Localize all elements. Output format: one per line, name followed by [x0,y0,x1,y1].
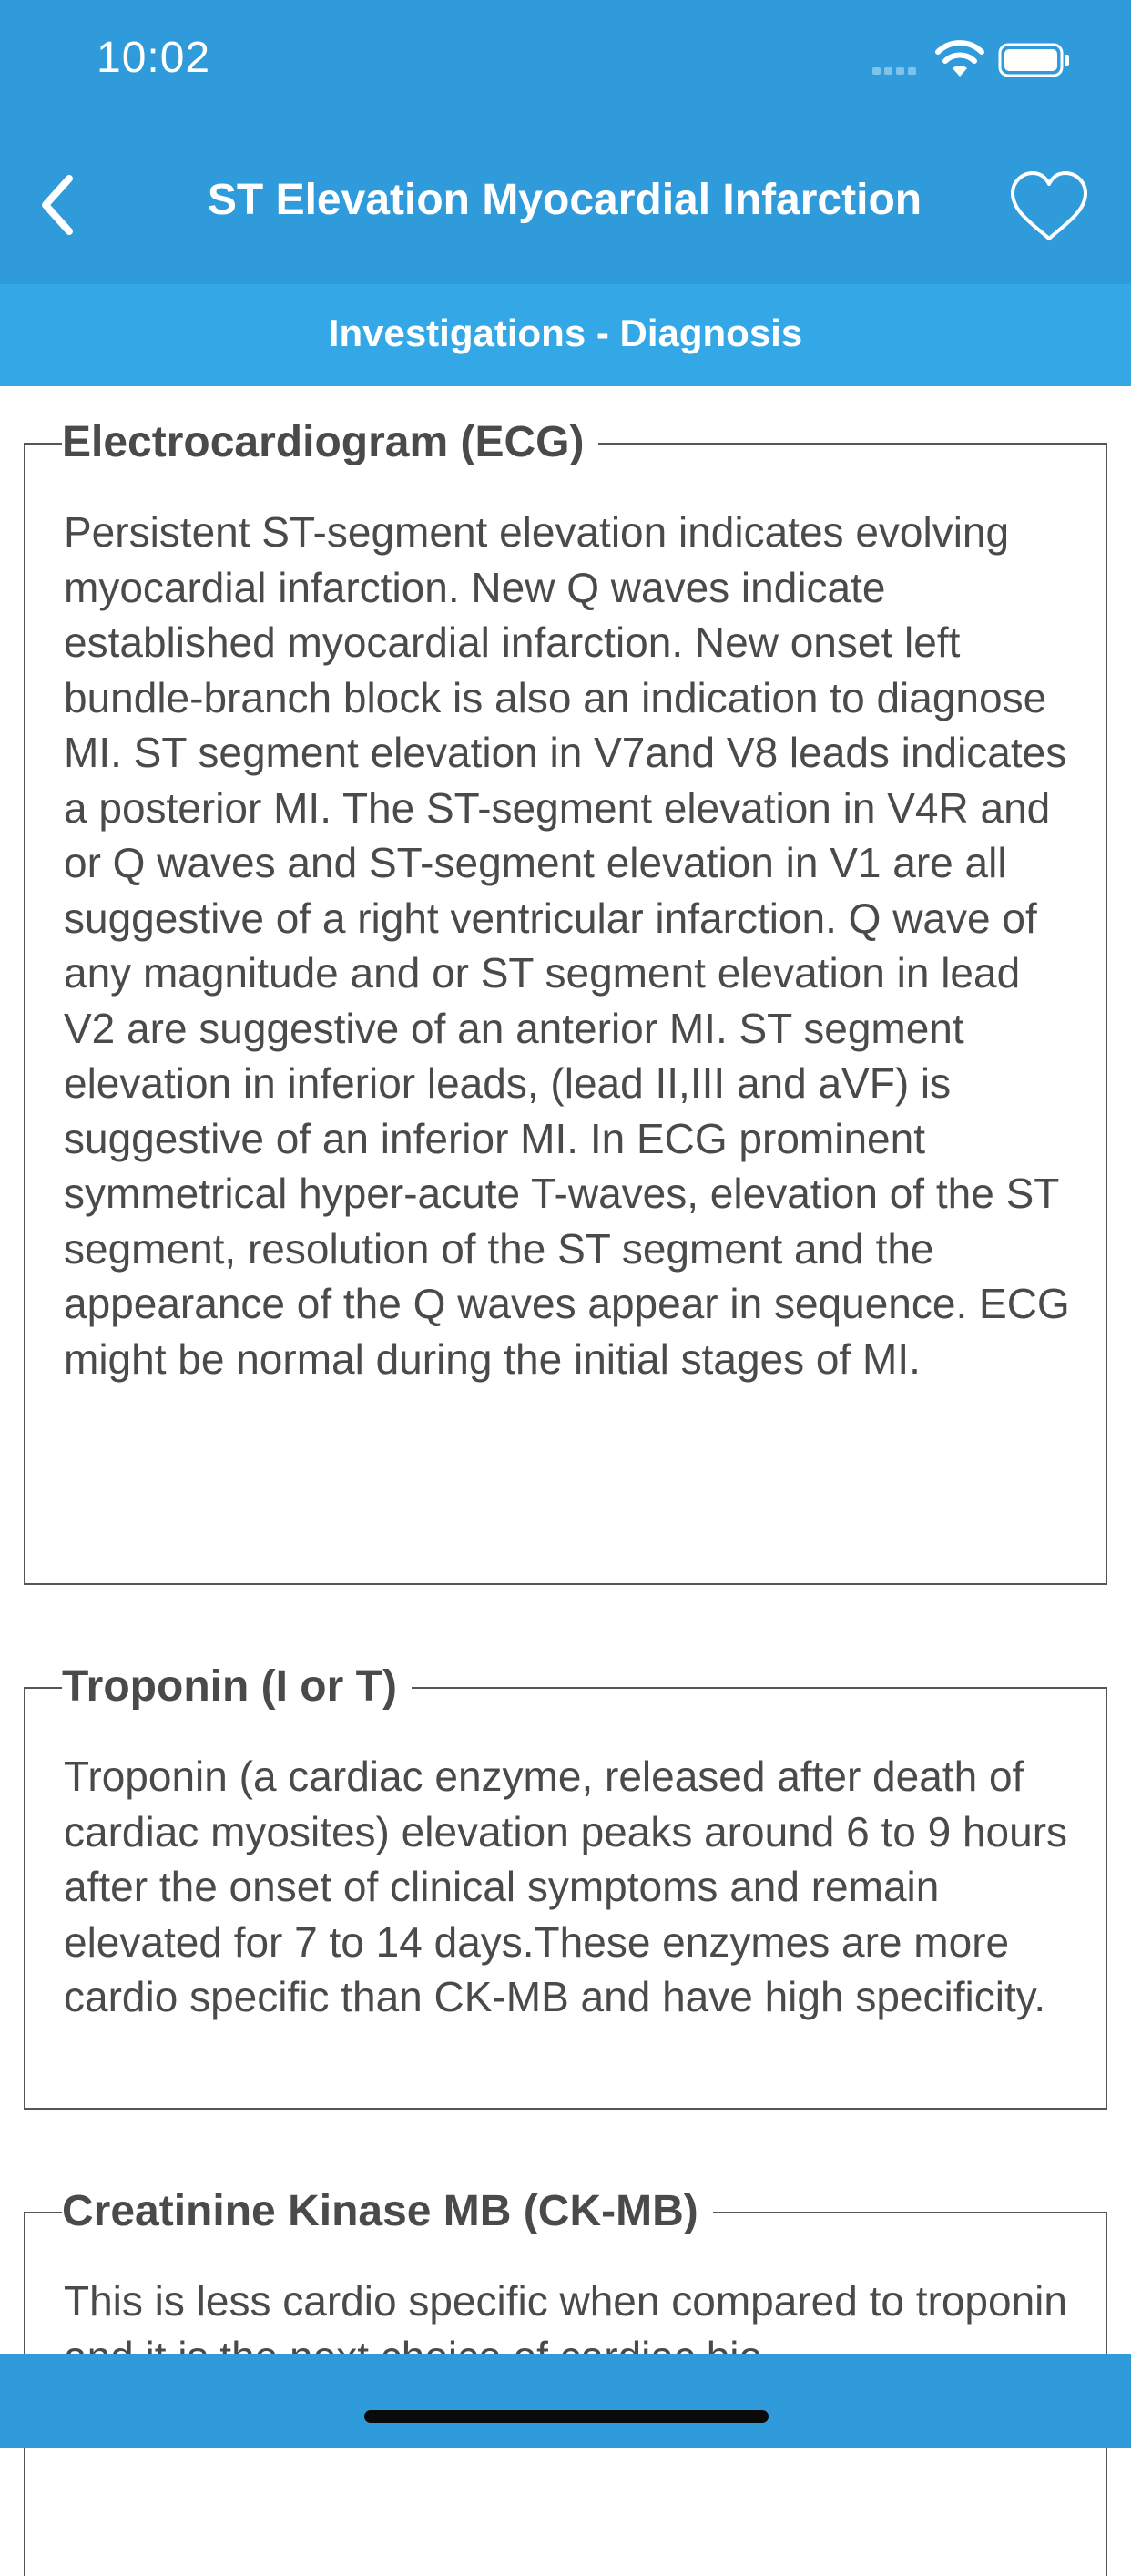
favorite-button[interactable] [1005,164,1093,251]
card-body: Troponin (a cardiac enzyme, released after death of cardiac myosites) elevation peaks around 6 to 9 hours after the onset of clinical symptoms and remain elevated for 7 to 14 days.These enzymes are more cardio specific than CK-MB and have high specificity. [64,1753,1068,2020]
card-body: Persistent ST-segment elevation indicates evolving myocardial infarction. New Q waves indicate established myocardial infarction. New onset left bundle-branch block is also an indication to diagnose MI. ST segment elevation in V7and V8 leads indicates a posterior MI. The ST-segment elevation in V4R and or Q waves and ST-segment elevation in V1 are all suggestive of a right ventricular infarction. Q wave of any magnitude and or ST segment elevation in lead V2 are suggestive of an anterior MI. ST segment elevation in inferior leads, (lead II,III and aVF) is suggestive of an inferior MI. In ECG prominent symmetrical hyper-acute T-waves, elevation of the ST segment, resolution of the ST segment and the appearance of the Q waves appear in sequence. ECG might be normal during the initial stages of MI. [64,508,1070,1383]
home-indicator[interactable] [364,2410,769,2423]
heart-outline-icon [1005,164,1093,251]
card-heading: Troponin (I or T) [62,1661,412,1712]
card-troponin [24,1662,1107,2110]
navigation-bar [0,128,1131,284]
section-header [0,284,1131,386]
card-ecg [24,418,1107,1585]
back-button[interactable] [25,164,98,246]
card-heading: Creatinine Kinase MB (CK-MB) [62,2186,713,2237]
status-time: 10:02 [97,34,211,82]
section-title: Investigations - Diagnosis [328,312,803,354]
content-scroll-area[interactable] [0,386,1131,2354]
chevron-left-icon [25,164,98,246]
wifi-icon [934,40,985,78]
card-heading: Electrocardiogram (ECG) [62,417,598,468]
top-bar [0,0,1131,284]
page-title: ST Elevation Myocardial Infarction [207,176,922,224]
battery-icon [998,42,1071,78]
card-body: This is less cardio specific when compared to troponin [64,2277,1067,2325]
bottom-bar [0,2354,1131,2448]
cellular-signal-icon [872,66,927,77]
status-bar [0,0,1131,128]
